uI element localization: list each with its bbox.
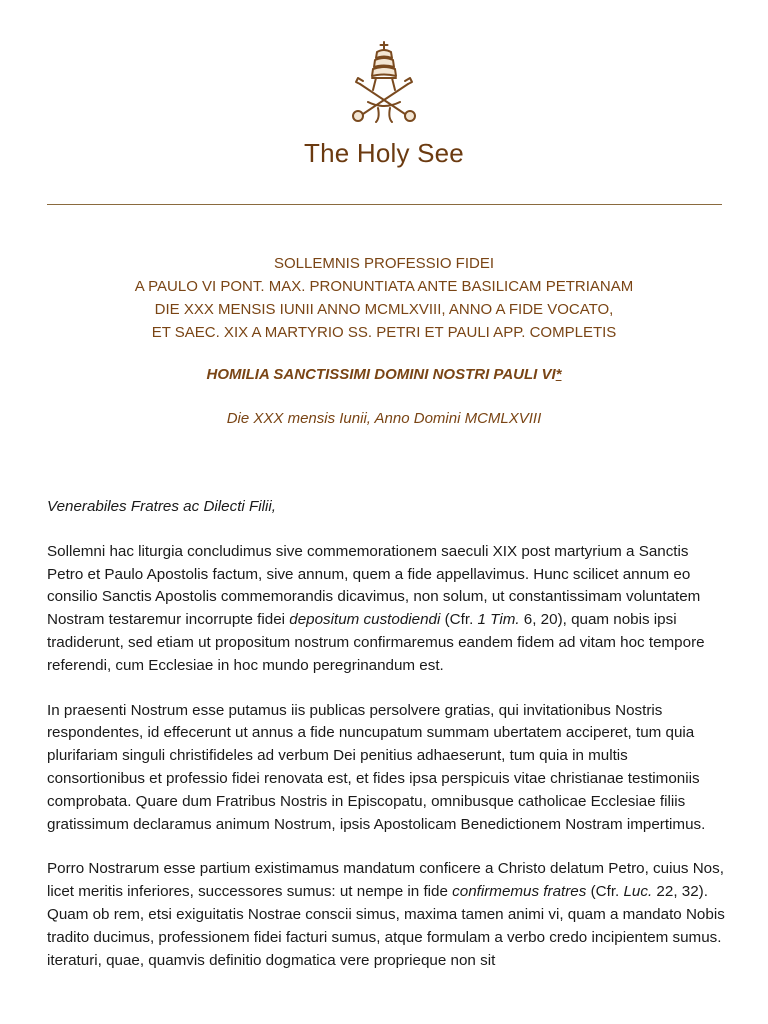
heading-line-3: DIE XXX MENSIS IUNII ANNO MCMLXVIII, ANNO A FIDE VOCATO, — [154, 301, 614, 318]
paragraph-3 — [47, 858, 727, 972]
paragraph-1-emphasis-2: 1 Tim. — [477, 611, 520, 629]
papal-coat-of-arms-icon[interactable] — [342, 40, 426, 124]
site-title[interactable]: The Holy See — [304, 138, 464, 168]
heading-line-1: SOLLEMNIS PROFESSIO FIDEI — [273, 255, 495, 272]
paragraph-3-emphasis-2: Luc. — [623, 883, 653, 901]
footnote-link[interactable]: * — [555, 366, 562, 383]
paragraph-2: In praesenti Nostrum esse putamus iis publicas persolvere gratias, qui invitationibus Nostris respondentes, id effecerunt ut annus a fide nuncupatum summam ubertatem acciperet, tum quia plurifariam singuli christifideles ad verbum Dei penitius adhaeserunt, tum quia in multis consortionibus et professio fidei renovata est, et fides ipsa perspicuis vitae christianae testimoniis comprobata. Quare dum Fratribus Nostris in Episcopatu, omnibusque catholicae Ecclesiae filiis gratissimum declaramus animum Nostrum, ipsis Apostolicam Benedictionem Nostram impertimus. — [47, 701, 706, 833]
paragraph-1-text-b: (Cfr. — [440, 611, 478, 629]
paragraph-1 — [47, 541, 727, 678]
paragraph-3-text-c: 22, 32). Quam ob rem, etsi exiguitatis Nostrae conscii simus, maxima tamen animi vi, quam a mandato Nobis tradito ducimus, professionem fidei facturi sumus, atque formulam a verbo credo incipientem sumus. iteraturi, quae, quamvis definitio dogmatica vere proprieque non sit — [47, 883, 725, 969]
paragraph-3-text-a: Porro Nostrarum esse partium existimamus mandatum conficere a Christo delatum Petro, cuius Nos, licet meritis inferiores, successores sumus: ut nempe in fide — [47, 860, 724, 901]
paragraph-1-emphasis-1: depositum custodiendi — [289, 611, 441, 629]
document-body — [47, 496, 727, 994]
header-divider — [47, 204, 722, 205]
salutation: Venerabiles Fratres ac Dilecti Filii, — [47, 498, 277, 515]
homily-title — [0, 366, 768, 383]
heading-line-2: A PAULO VI PONT. MAX. PRONUNTIATA ANTE BASILICAM PETRIANAM — [134, 278, 634, 295]
paragraph-3-text-b: (Cfr. — [586, 883, 624, 901]
paragraph-1-text-c: 6, 20), quam nobis ipsi tradiderunt, sed etiam ut propositum nostrum confirmaremus eandem fidem ad vitam hoc tempore referendi, cum Ecclesiae in hoc mundo peregrinandum est. — [47, 611, 705, 674]
paragraph-3-emphasis-1: confirmemus fratres — [452, 883, 587, 901]
heading-line-4: ET SAEC. XIX A MARTYRIO SS. PETRI ET PAULI APP. COMPLETIS — [151, 324, 617, 341]
paragraph-1-text-a: Sollemni hac liturgia concludimus sive commemorationem saeculi XIX post martyrium a Sanctis Petro et Paulo Apostolis factum, sive annum, quem a fide appellavimus. Hunc scilicet annum eo consilio Sanctis Apostolis commemorandis dicavimus, non solum, ut constantissimam voluntatem Nostram testaremur incorrupte fidei — [47, 542, 701, 629]
homily-title-text: HOMILIA SANCTISSIMI DOMINI NOSTRI PAULI VI — [206, 366, 556, 383]
document-heading — [0, 252, 768, 344]
site-header — [0, 0, 768, 206]
homily-date: Die XXX mensis Iunii, Anno Domini MCMLXVIII — [226, 410, 542, 427]
